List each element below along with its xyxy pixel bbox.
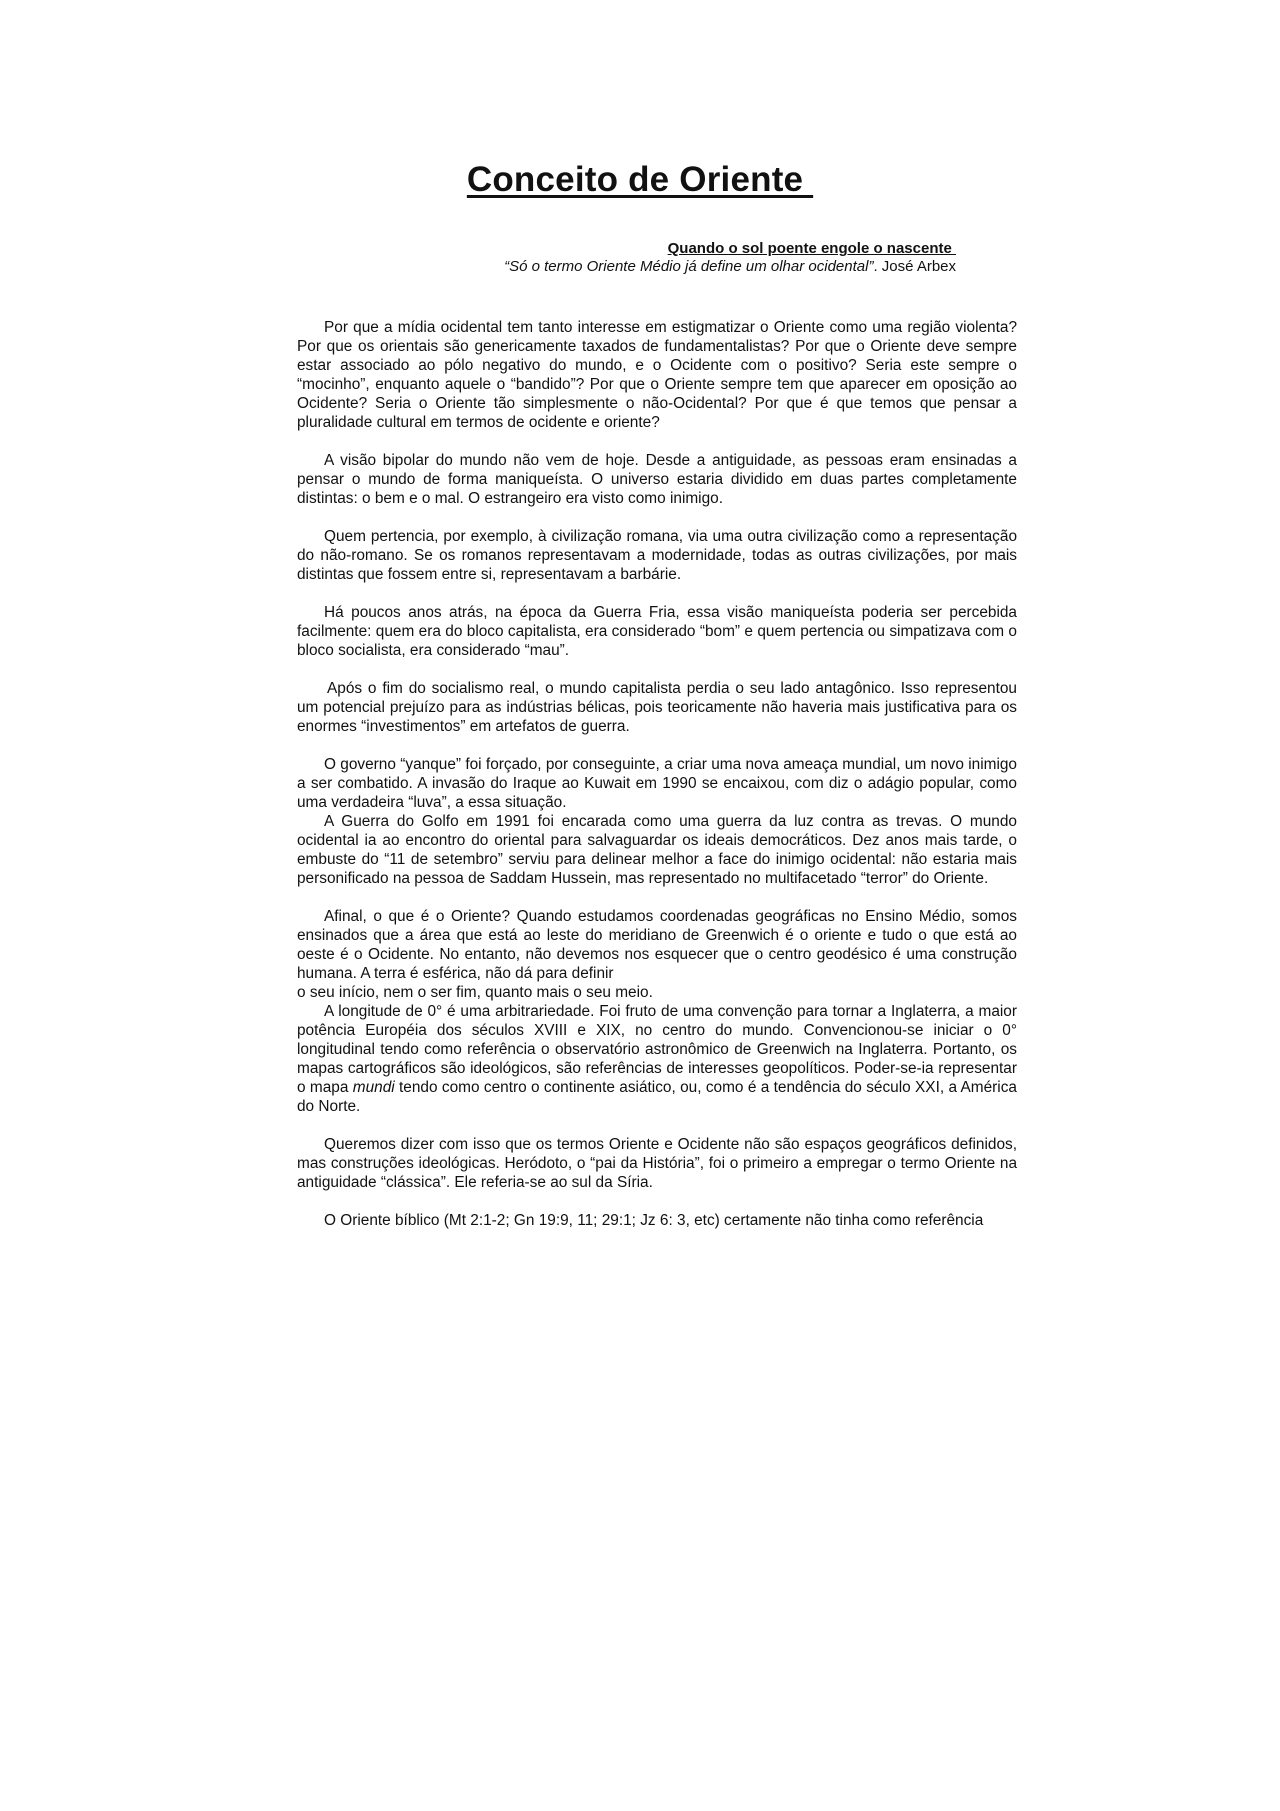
paragraph: Por que a mídia ocidental tem tanto interesse em estigmatizar o Oriente como uma região violenta? Por que os orientais são genericamente taxados de fundamentalistas? Por que o Oriente deve sempre estar associado ao pólo negativo do mundo, e o Ocidente com o positivo? Seria este sempre o “mocinho”, enquanto aquele o “bandido”? Por que o Oriente sempre tem que aparecer em oposição ao Ocidente? Seria o Oriente tão simplesmente o não-Ocidental? Por que é que temos que pensar a pluralidade cultural em termos de ocidente e oriente? (297, 319, 1017, 431)
document-body (297, 318, 1017, 1249)
paragraph: O Oriente bíblico (Mt 2:1-2; Gn 19:9, 11; 29:1; Jz 6: 3, etc) certamente não tinha como referência (324, 1212, 984, 1229)
paragraph-emphasis: mundi (352, 1079, 395, 1096)
document-subtitle: Quando o sol poente engole o nascente (667, 240, 956, 257)
epigraph-attribution: . José Arbex (873, 258, 956, 275)
paragraph: Após o fim do socialismo real, o mundo capitalista perdia o seu lado antagônico. Isso representou um potencial prejuízo para as indústrias bélicas, pois teoricamente não haveria mais justificativa para os enormes “investimentos” em artefatos de guerra. (297, 680, 1017, 735)
paragraph: o seu início, nem o ser fim, quanto mais o seu meio. (297, 984, 653, 1001)
paragraph: Afinal, o que é o Oriente? Quando estudamos coordenadas geográficas no Ensino Médio, somos ensinados que a área que está ao leste do meridiano de Greenwich é o oriente e tudo o que está ao oeste é o Ocidente. No entanto, não devemos nos esquecer que o centro geodésico é uma construção humana. A terra é esférica, não dá para definir (297, 908, 1017, 982)
paragraph: Quem pertencia, por exemplo, à civilização romana, via uma outra civilização como a representação do não-romano. Se os romanos representavam a modernidade, todas as outras civilizações, por mais distintas que fossem entre si, representavam a barbárie. (297, 528, 1017, 583)
paragraph: A Guerra do Golfo em 1991 foi encarada como uma guerra da luz contra as trevas. O mundo ocidental ia ao encontro do oriental para salvaguardar os ideais democráticos. Dez anos mais tarde, o embuste do “11 de setembro” serviu para delinear melhor a face do inimigo ocidental: não estaria mais personificado na pessoa de Saddam Hussein, mas representado no multifacetado “terror” do Oriente. (297, 813, 1017, 887)
paragraph: Há poucos anos atrás, na época da Guerra Fria, essa visão maniqueísta poderia ser percebida facilmente: quem era do bloco capitalista, era considerado “bom” e quem pertencia ou simpatizava com o bloco socialista, era considerado “mau”. (297, 604, 1017, 659)
epigraph-quote: “Só o termo Oriente Médio já define um olhar ocidental” (504, 258, 874, 275)
epigraph (296, 258, 956, 275)
document-title: Conceito de Oriente (466, 160, 814, 199)
paragraph (297, 1002, 1017, 1116)
paragraph: A visão bipolar do mundo não vem de hoje. Desde a antiguidade, as pessoas eram ensinadas a pensar o mundo de forma maniqueísta. O universo estaria dividido em duas partes completamente distintas: o bem e o mal. O estrangeiro era visto como inimigo. (297, 452, 1017, 507)
paragraph-text: A longitude de 0° é uma arbitrariedade. Foi fruto de uma convenção para tornar a Inglaterra, a maior potência Européia dos séculos XVIII e XIX, no centro do mundo. Convencionou-se iniciar o 0° longitudinal tendo como referência o observatório astronômico de Greenwich na Inglaterra. Portanto, os mapas cartográficos são ideológicos, são referências de interesses geopolíticos. Poder-se-ia representar o mapa (297, 1003, 1017, 1096)
paragraph: O governo “yanque” foi forçado, por conseguinte, a criar uma nova ameaça mundial, um novo inimigo a ser combatido. A invasão do Iraque ao Kuwait em 1990 se encaixou, com diz o adágio popular, como uma verdadeira “luva”, a essa situação. (297, 756, 1017, 811)
paragraph: Queremos dizer com isso que os termos Oriente e Ocidente não são espaços geográficos definidos, mas construções ideológicas. Heródoto, o “pai da História”, foi o primeiro a empregar o termo Oriente na antiguidade “clássica”. Ele referia-se ao sul da Síria. (297, 1136, 1017, 1191)
paragraph-text: tendo como centro o continente asiático, ou, como é a tendência do século XXI, a América do Norte. (297, 1079, 1017, 1115)
